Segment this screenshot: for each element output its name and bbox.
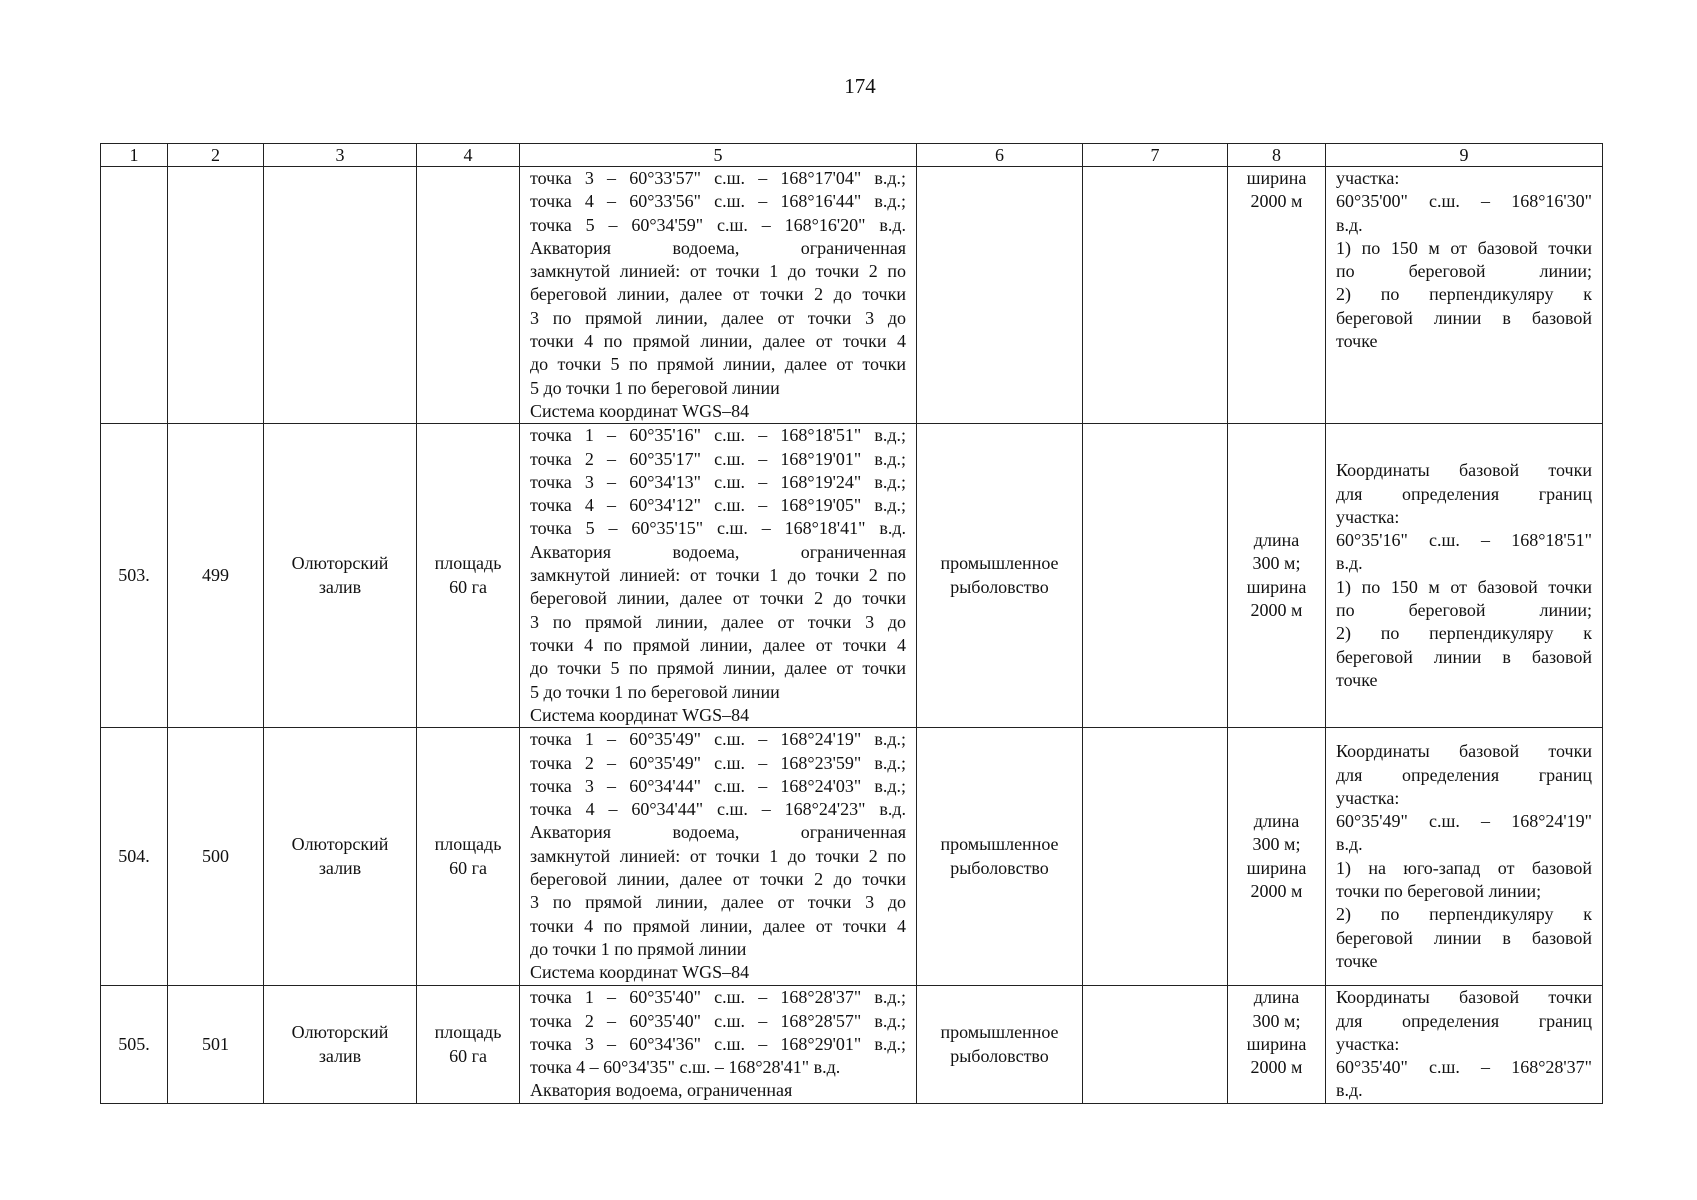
- boundary-line: замкнутой линией: от точки 1 до точки 2 по: [530, 565, 906, 586]
- base-point-line: по береговой линии;: [1336, 261, 1592, 282]
- dimension-line: 300 м;: [1252, 1010, 1301, 1031]
- boundary-line: точка 4 – 60°34'12" с.ш. – 168°19'05" в.д.;: [530, 495, 906, 516]
- base-point-line: в.д.: [1336, 1080, 1363, 1101]
- base-point-line: участка:: [1336, 787, 1400, 808]
- area-line: 60 га: [449, 857, 487, 878]
- dimension-line: 300 м;: [1252, 834, 1301, 855]
- base-point-line: участка:: [1336, 168, 1400, 188]
- dimension-line: 2000 м: [1250, 191, 1303, 212]
- base-point-line: береговой линии в базовой: [1336, 646, 1592, 667]
- usage-type-line: промышленное: [940, 1022, 1059, 1043]
- empty-cell: [1083, 424, 1228, 728]
- base-point-line: в.д.: [1336, 834, 1363, 855]
- water-body-line: залив: [318, 576, 362, 597]
- dimension-line: 2000 м: [1250, 600, 1303, 621]
- row-number-cell: [101, 728, 168, 986]
- boundary-description-cell: [520, 728, 917, 986]
- base-point-line: участка:: [1336, 1033, 1400, 1054]
- boundary-line: точка 4 – 60°34'35" с.ш. – 168°28'41" в.д.: [530, 1057, 841, 1078]
- empty-cell: [1083, 167, 1228, 424]
- water-body-cell: [264, 424, 417, 728]
- boundary-description-cell: [520, 424, 917, 728]
- usage-type-line: рыболовство: [950, 576, 1049, 597]
- dimension-line: 2000 м: [1250, 881, 1303, 902]
- boundary-line: Акватория водоема, ограниченная: [530, 1080, 793, 1101]
- base-point-line: 60°35'40" с.ш. – 168°28'37": [1336, 1057, 1592, 1078]
- dimensions-cell: [1228, 167, 1326, 424]
- boundary-line: точка 5 – 60°34'59" с.ш. – 168°16'20" в.д.: [530, 214, 906, 235]
- registry-table: [100, 143, 1603, 1104]
- base-point-line: 60°35'16" с.ш. – 168°18'51": [1336, 530, 1592, 551]
- boundary-line: 3 по прямой линии, далее от точки 3 до: [530, 307, 906, 328]
- base-point-line: 2) по перпендикуляру к: [1336, 284, 1592, 305]
- row-number: 503.: [118, 565, 150, 586]
- base-point-cell: [1326, 424, 1603, 728]
- base-point-line: 60°35'00" с.ш. – 168°16'30": [1336, 191, 1592, 212]
- area-line: площадь: [434, 1022, 502, 1043]
- base-point-line: 1) по 150 м от базовой точки: [1336, 237, 1592, 258]
- area-cell: [417, 424, 520, 728]
- empty-cell: [1083, 986, 1228, 1104]
- usage-type-line: рыболовство: [950, 857, 1049, 878]
- base-point-line: 2) по перпендикуляру к: [1336, 904, 1592, 925]
- boundary-line: точка 4 – 60°34'44" с.ш. – 168°24'23" в.д.: [530, 799, 906, 820]
- usage-type-line: рыболовство: [950, 1045, 1049, 1066]
- row-number-cell: [101, 424, 168, 728]
- base-point-cell: [1326, 986, 1603, 1104]
- boundary-line: точка 2 – 60°35'49" с.ш. – 168°23'59" в.д.;: [530, 752, 906, 773]
- dimensions-cell: [1228, 728, 1326, 986]
- table-row: [101, 424, 1603, 728]
- column-number-header-row: [101, 144, 1603, 167]
- base-point-line: Координаты базовой точки: [1336, 987, 1592, 1008]
- boundary-line: 5 до точки 1 по береговой линии: [530, 681, 780, 702]
- base-point-line: Координаты базовой точки: [1336, 741, 1592, 762]
- base-point-line: точки по береговой линии;: [1336, 881, 1542, 902]
- boundary-line: до точки 5 по прямой линии, далее от точки: [530, 658, 906, 679]
- dimension-line: ширина: [1246, 857, 1307, 878]
- base-point-line: береговой линии в базовой: [1336, 927, 1592, 948]
- water-body-cell: [264, 167, 417, 424]
- dimensions-cell: [1228, 986, 1326, 1104]
- base-point-line: точке: [1336, 950, 1378, 971]
- dimension-line: ширина: [1246, 576, 1307, 597]
- boundary-line: Акватория водоема, ограниченная: [530, 237, 906, 258]
- water-body-cell: [264, 728, 417, 986]
- boundary-line: замкнутой линией: от точки 1 до точки 2 по: [530, 261, 906, 282]
- boundary-line: 3 по прямой линии, далее от точки 3 до: [530, 892, 906, 913]
- dimensions-cell: [1228, 424, 1326, 728]
- dimension-line: 2000 м: [1250, 1057, 1303, 1078]
- boundary-line: точка 3 – 60°34'13" с.ш. – 168°19'24" в.д.;: [530, 471, 906, 492]
- boundary-description-cell: [520, 167, 917, 424]
- base-point-line: береговой линии в базовой: [1336, 307, 1592, 328]
- boundary-line: точки 4 по прямой линии, далее от точки 4: [530, 915, 906, 936]
- page-number: 174: [844, 74, 876, 98]
- site-number: 500: [202, 846, 229, 867]
- base-point-line: в.д.: [1336, 214, 1363, 235]
- base-point-cell: [1326, 728, 1603, 986]
- header-col-5: 5: [520, 144, 917, 167]
- water-body-line: Олюторский: [291, 1022, 389, 1043]
- base-point-line: в.д.: [1336, 553, 1363, 574]
- boundary-line: до точки 1 по прямой линии: [530, 938, 747, 959]
- boundary-line: точка 1 – 60°35'16" с.ш. – 168°18'51" в.д.;: [530, 425, 906, 446]
- site-number-cell: [168, 167, 264, 424]
- base-point-cell: [1326, 167, 1603, 424]
- boundary-description-cell: [520, 986, 917, 1104]
- row-number: 504.: [118, 846, 150, 867]
- header-col-2: 2: [168, 144, 264, 167]
- boundary-line: 3 по прямой линии, далее от точки 3 до: [530, 611, 906, 632]
- boundary-line: Система координат WGS–84: [530, 704, 750, 725]
- area-cell: [417, 167, 520, 424]
- header-col-4: 4: [417, 144, 520, 167]
- dimension-line: ширина: [1246, 1033, 1307, 1054]
- base-point-line: 1) по 150 м от базовой точки: [1336, 576, 1592, 597]
- boundary-line: точка 1 – 60°35'49" с.ш. – 168°24'19" в.д.;: [530, 729, 906, 750]
- site-number: 499: [202, 565, 229, 586]
- boundary-line: Акватория водоема, ограниченная: [530, 541, 906, 562]
- boundary-line: Система координат WGS–84: [530, 400, 750, 421]
- header-col-9: 9: [1326, 144, 1603, 167]
- base-point-line: 2) по перпендикуляру к: [1336, 623, 1592, 644]
- row-number-cell: [101, 986, 168, 1104]
- site-number-cell: [168, 728, 264, 986]
- usage-type-line: промышленное: [940, 553, 1059, 574]
- boundary-line: Система координат WGS–84: [530, 962, 750, 983]
- boundary-line: точка 2 – 60°35'17" с.ш. – 168°19'01" в.д.;: [530, 448, 906, 469]
- water-body-line: Олюторский: [291, 553, 389, 574]
- table-row: [101, 728, 1603, 986]
- usage-type-cell: [917, 424, 1083, 728]
- base-point-line: для определения границ: [1336, 483, 1592, 504]
- boundary-line: точки 4 по прямой линии, далее от точки 4: [530, 331, 906, 352]
- usage-type-cell: [917, 986, 1083, 1104]
- usage-type-cell: [917, 167, 1083, 424]
- boundary-line: до точки 5 по прямой линии, далее от точки: [530, 354, 906, 375]
- area-line: площадь: [434, 553, 502, 574]
- usage-type-line: промышленное: [940, 834, 1059, 855]
- base-point-line: точке: [1336, 669, 1378, 690]
- area-cell: [417, 986, 520, 1104]
- site-number: 501: [202, 1034, 229, 1055]
- boundary-line: точка 3 – 60°34'36" с.ш. – 168°29'01" в.д.;: [530, 1033, 906, 1054]
- dimension-line: длина: [1253, 987, 1300, 1008]
- area-line: площадь: [434, 834, 502, 855]
- dimension-line: длина: [1253, 811, 1300, 832]
- row-number: 505.: [118, 1034, 150, 1055]
- empty-cell: [1083, 728, 1228, 986]
- site-number-cell: [168, 424, 264, 728]
- boundary-line: точка 1 – 60°35'40" с.ш. – 168°28'37" в.д.;: [530, 987, 906, 1008]
- area-line: 60 га: [449, 1045, 487, 1066]
- usage-type-cell: [917, 728, 1083, 986]
- water-body-line: залив: [318, 857, 362, 878]
- base-point-line: 60°35'49" с.ш. – 168°24'19": [1336, 811, 1592, 832]
- header-col-8: 8: [1228, 144, 1326, 167]
- base-point-line: точке: [1336, 331, 1378, 352]
- header-col-3: 3: [264, 144, 417, 167]
- base-point-line: 1) на юго-запад от базовой: [1336, 857, 1592, 878]
- area-line: 60 га: [449, 576, 487, 597]
- table-row: [101, 167, 1603, 424]
- boundary-line: береговой линии, далее от точки 2 до точки: [530, 588, 906, 609]
- base-point-line: Координаты базовой точки: [1336, 460, 1592, 481]
- header-col-7: 7: [1083, 144, 1228, 167]
- dimension-line: длина: [1253, 530, 1300, 551]
- site-number-cell: [168, 986, 264, 1104]
- boundary-line: точки 4 по прямой линии, далее от точки 4: [530, 634, 906, 655]
- boundary-line: береговой линии, далее от точки 2 до точки: [530, 869, 906, 890]
- dimension-line: ширина: [1246, 168, 1307, 188]
- boundary-line: точка 3 – 60°34'44" с.ш. – 168°24'03" в.д.;: [530, 775, 906, 796]
- header-col-1: 1: [101, 144, 168, 167]
- area-cell: [417, 728, 520, 986]
- boundary-line: точка 5 – 60°35'15" с.ш. – 168°18'41" в.д.: [530, 518, 906, 539]
- water-body-cell: [264, 986, 417, 1104]
- boundary-line: точка 2 – 60°35'40" с.ш. – 168°28'57" в.д.;: [530, 1010, 906, 1031]
- boundary-line: точка 3 – 60°33'57" с.ш. – 168°17'04" в.д.;: [530, 168, 906, 188]
- base-point-line: для определения границ: [1336, 764, 1592, 785]
- dimension-line: 300 м;: [1252, 553, 1301, 574]
- water-body-line: Олюторский: [291, 834, 389, 855]
- boundary-line: замкнутой линией: от точки 1 до точки 2 по: [530, 845, 906, 866]
- base-point-line: по береговой линии;: [1336, 600, 1592, 621]
- boundary-line: Акватория водоема, ограниченная: [530, 822, 906, 843]
- row-number-cell: [101, 167, 168, 424]
- boundary-line: береговой линии, далее от точки 2 до точки: [530, 284, 906, 305]
- header-col-6: 6: [917, 144, 1083, 167]
- table-row: [101, 986, 1603, 1104]
- water-body-line: залив: [318, 1045, 362, 1066]
- boundary-line: 5 до точки 1 по береговой линии: [530, 377, 780, 398]
- boundary-line: точка 4 – 60°33'56" с.ш. – 168°16'44" в.д.;: [530, 191, 906, 212]
- base-point-line: участка:: [1336, 506, 1400, 527]
- base-point-line: для определения границ: [1336, 1010, 1592, 1031]
